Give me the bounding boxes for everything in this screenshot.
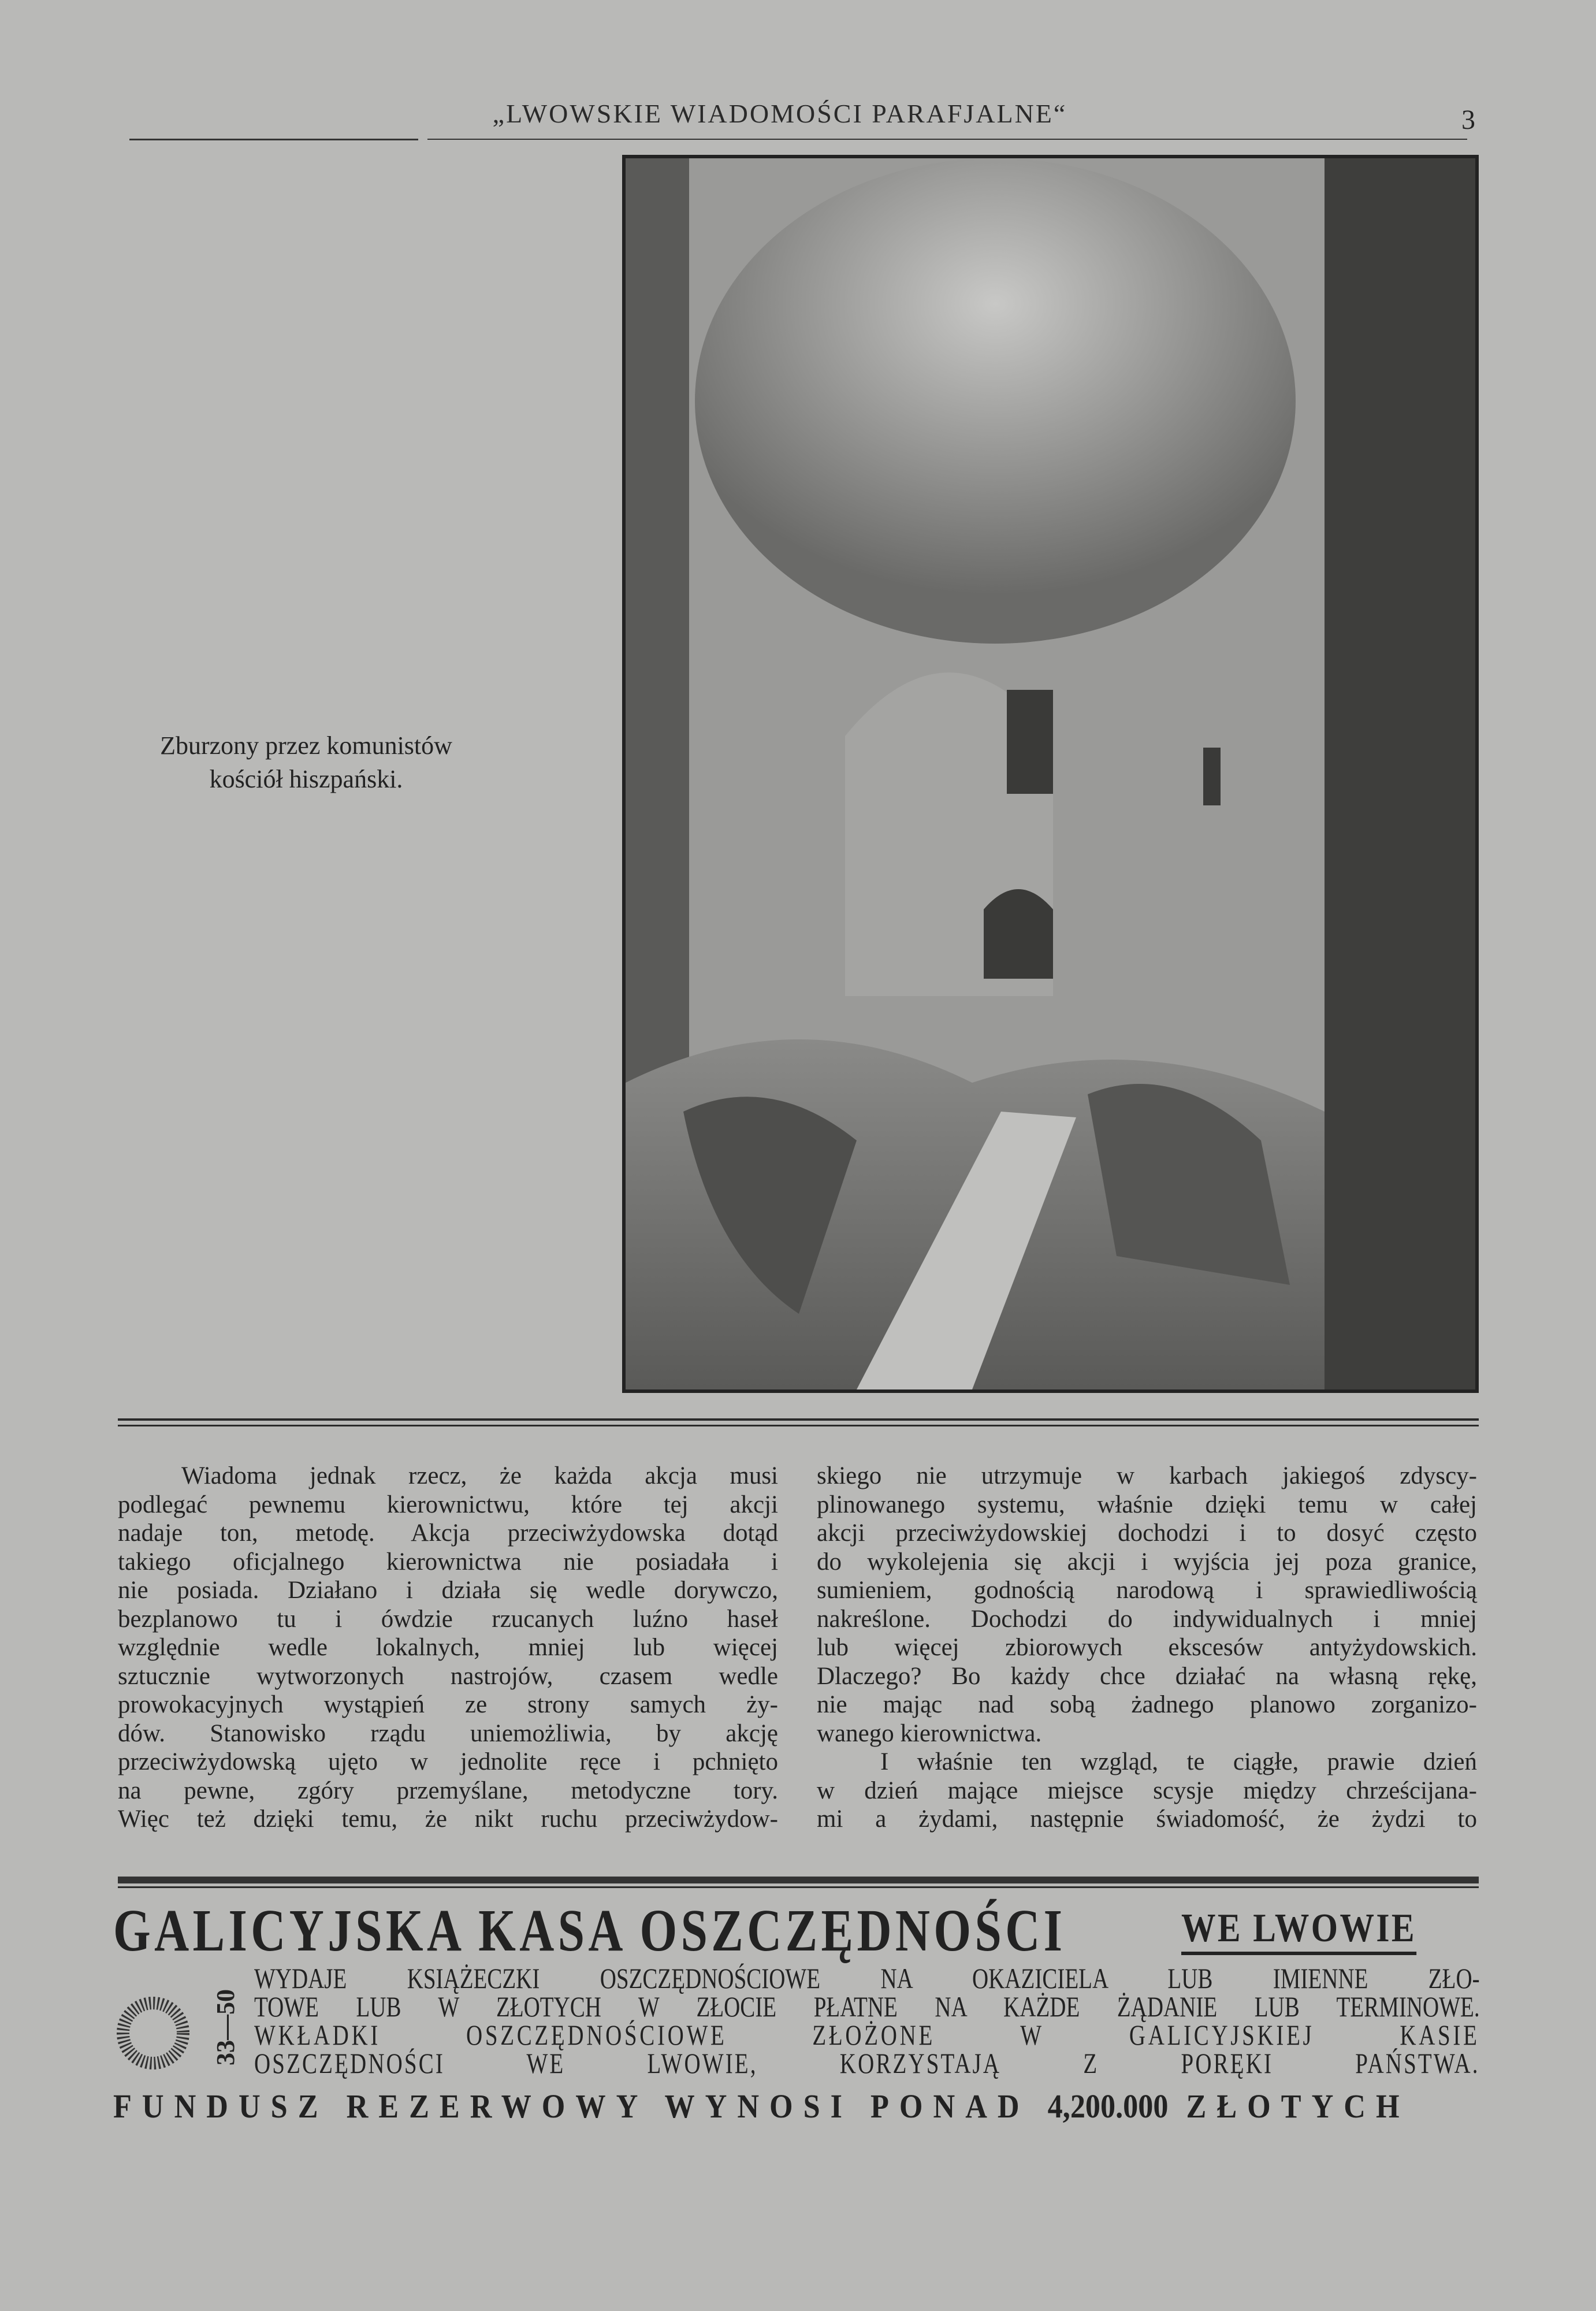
ad-top-rule-thin [118,1886,1479,1888]
article-right-column [817,1462,1477,1834]
fund-amount: 4,200.000 [1047,2087,1169,2125]
text-line: Wiadoma jednak rzecz, że każda akcja musi [181,1462,778,1489]
text-line: bezplanowo tu i ówdzie rzucanych luźno haseł [118,1605,778,1633]
text-line: dów. Stanowisko rządu uniemożliwia, by akcję [118,1719,778,1747]
text-line: w dzień mające miejsce scysje między chrześcijana- [817,1777,1477,1804]
article-left-column [118,1462,778,1834]
ad-line: WKŁADKI OSZCZĘDNOŚCIOWE ZŁOŻONE W GALICYJSKIEJ KASIE [254,2019,1480,2051]
text-line: sumieniem, godnością narodową i sprawiedliwością [817,1577,1477,1604]
text-line: nadaje ton, metodę. Akcja przeciwżydowska dotąd [118,1519,778,1547]
text-line: podlegać pewnemu kierownictwu, które tej akcji [118,1491,778,1518]
church-ruin-photo [622,155,1479,1393]
header-rule-left [129,139,418,140]
text-line: prowokacyjnych wystąpień ze strony samych ży- [118,1691,778,1718]
text-line: względnie wedle lokalnych, mniej lub więcej [118,1634,778,1661]
ad-subtitle: WE LWOWIE [1181,1905,1416,1955]
text-line: nie mając nad sobą żadnego planowo zorganizo- [817,1691,1477,1718]
section-rule [118,1418,1479,1421]
photo-image [626,158,1475,1389]
masthead-title: „LWOWSKIE WIADOMOŚCI PARAFJALNE“ [492,99,1067,128]
text-line: sztucznie wytworzonych nastrojów, czasem wedle [118,1662,778,1690]
text-line: mi a żydami, następnie świadomość, że żydzi to [817,1805,1477,1833]
ad-line: OSZCZĘDNOŚCI WE LWOWIE, KORZYSTAJĄ Z PORĘKI PAŃSTWA. [254,2047,1480,2079]
fund-prefix: FUNDUSZ REZERWOWY WYNOSI PONAD [113,2087,1030,2125]
text-line: Dlaczego? Bo każdy chce działać na własną rękę, [817,1662,1477,1690]
ad-top-rule [118,1877,1479,1883]
ad-reserve-fund [113,2087,1410,2126]
photo-caption [104,729,508,796]
ad-line: TOWE LUB W ZŁOTYCH W ZŁOCIE PŁATNE NA KAŻDE ŻĄDANIE LUB TERMINOWE. [254,1990,1480,2023]
text-line: nakreślone. Dochodzi do indywidualnych i mniej [817,1605,1477,1633]
text-line: przeciwżydowską ujęto w jednolite ręce i pchnięto [118,1748,778,1775]
ad-line: WYDAJE KSIĄŻECZKI OSZCZĘDNOŚCIOWE NA OKAZICIELA LUB IMIENNE ZŁO- [254,1962,1480,1994]
text-line: do wykolejenia się akcji i wyjścia jej poza granice, [817,1548,1477,1576]
ad-phone-number: 33—50 [211,1989,240,2065]
text-line: plinowanego systemu, właśnie dzięki temu w całej [817,1491,1477,1518]
text-line: wanego kierownictwa. [817,1719,1042,1747]
text-line: I właśnie ten wzgląd, te ciągłe, prawie dzień [880,1748,1477,1775]
page-number: 3 [1461,105,1475,135]
caption-line: Zburzony przez komunistów [160,731,452,760]
bank-logo-icon [116,1990,191,2076]
header-rule [427,139,1467,140]
text-line: takiego oficjalnego kierownictwa nie posiadała i [118,1548,778,1576]
text-line: akcji przeciwżydowskiej dochodzi i to dosyć często [817,1519,1477,1547]
ad-title: GALICYJSKA KASA OSZCZĘDNOŚCI [113,1897,1066,1964]
caption-line: kościół hiszpański. [209,765,403,793]
text-line: skiego nie utrzymuje w karbach jakiegoś zdyscy- [817,1462,1477,1489]
ad-body [254,1964,1482,2078]
text-line: lub więcej zbiorowych ekscesów antyżydowskich. [817,1634,1477,1661]
text-line: nie posiada. Działano i działa się wedle dorywczo, [118,1577,778,1604]
fund-suffix: ZŁOTYCH [1186,2087,1410,2125]
section-rule [118,1425,1479,1426]
text-line: na pewne, zgóry przemyślane, metodyczne tory. [118,1777,778,1804]
text-line: Więc też dzięki temu, że nikt ruchu przeciwżydow- [118,1805,778,1833]
